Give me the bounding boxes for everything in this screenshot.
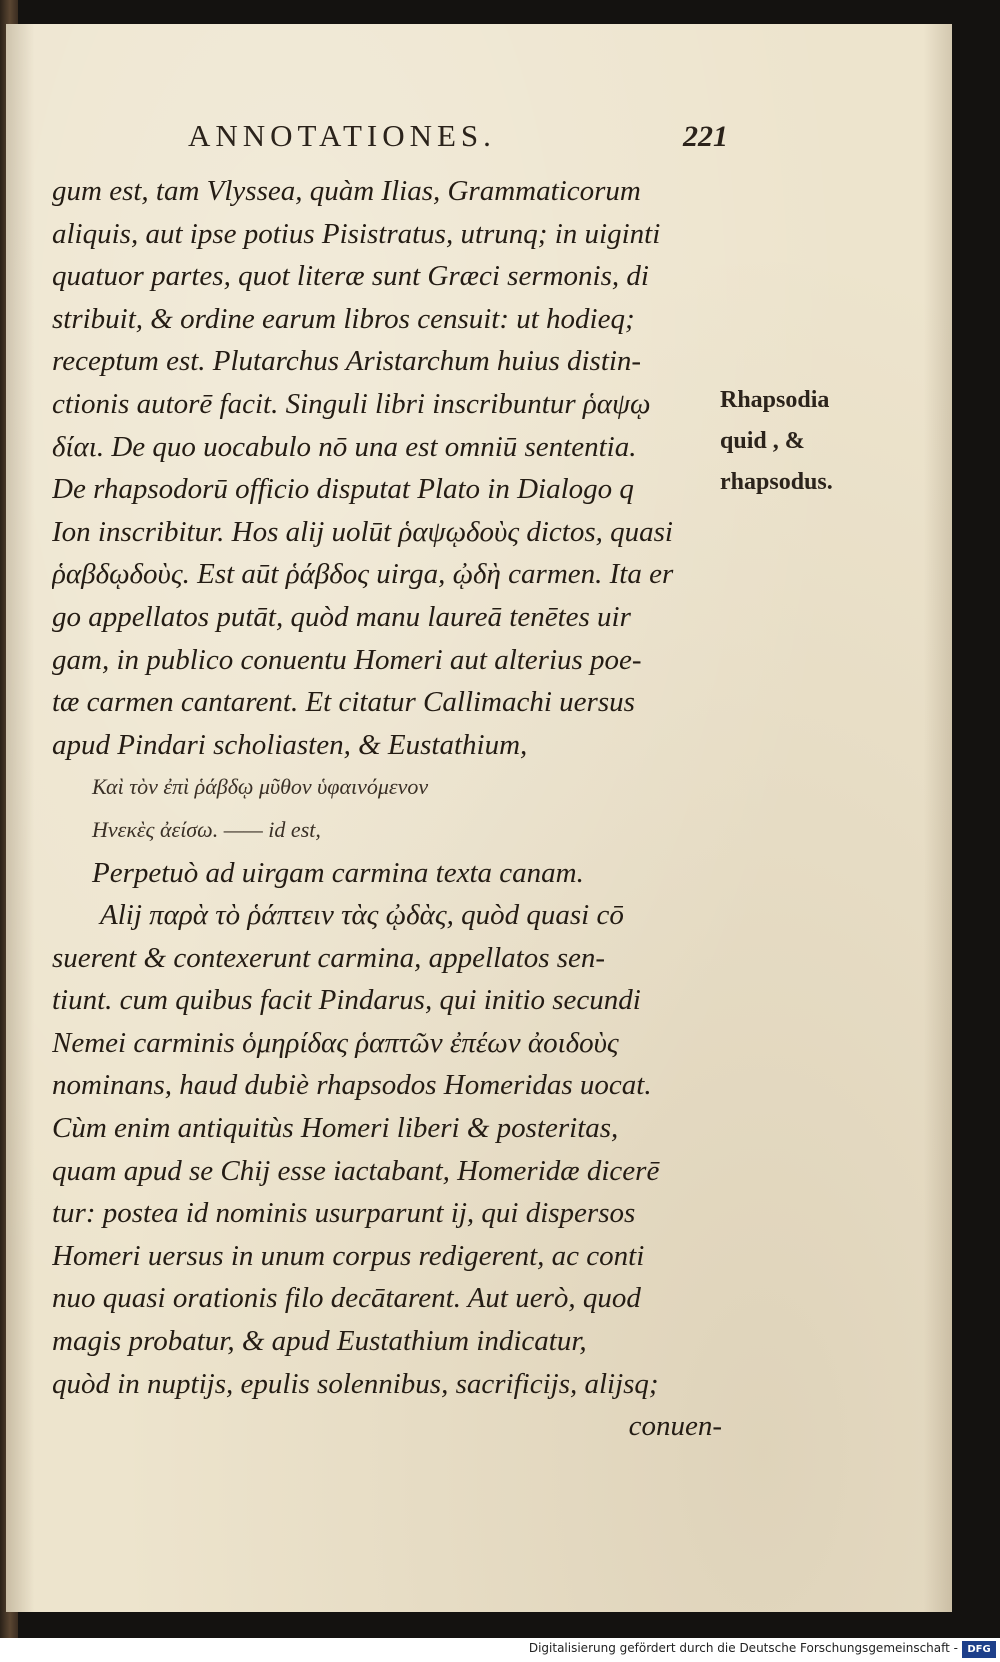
page-number: 221 [683,120,728,153]
text-line: nominans, haud dubiè rhapsodos Homeridas uocat. [52,1069,652,1102]
text-line: Nemei carminis ὁμηρίδας ῥαπτῶν ἐπέων ἀοιδοὺς [52,1026,619,1059]
text-line: quòd in nuptijs, epulis solennibus, sacrificijs, alijsq; [52,1367,659,1400]
text-line: go appellatos putāt, quòd manu laureā tenētes uir [52,600,631,633]
main-text [52,170,722,1448]
text-line: tur: postea id nominis usurparunt ij, qui dispersos [52,1197,636,1230]
translation-line: Perpetuò ad uirgam carmina texta canam. [92,856,584,889]
running-head [188,118,728,154]
text-line: suerent & contexerunt carmina, appellatos sen- [52,941,606,974]
dfg-logo-icon: DFG [962,1641,996,1658]
margin-note-line: rhapsodus. [720,469,833,495]
running-title: ANNOTATIONES. [188,118,496,153]
text-line: Homeri uersus in unum corpus redigerent, ac conti [52,1239,645,1272]
text-line: Alij παρὰ τὸ ῥάπτειν τὰς ᾠδὰς, quòd quasi cō [100,899,624,932]
funding-credit: Digitalisierung gefördert durch die Deutsche Forschungsgemeinschaft - [528,1641,958,1655]
text-line: Ion inscribitur. Hos alij uolūt ῥαψῳδοὺς dictos, quasi [52,515,673,548]
text-line: De rhapsodorū officio disputat Plato in Dialogo q [52,473,634,506]
margin-note [720,380,870,503]
greek-verse-line: Καὶ τὸν ἐπὶ ῥάβδῳ μῦθον ὑφαινόμενον [92,774,429,800]
text-line: gum est, tam Vlyssea, quàm Ilias, Grammaticorum [52,175,641,207]
text-line: stribuit, & ordine earum libros censuit: ut hodieq; [52,302,635,335]
text-line: quam apud se Chij esse iactabant, Homeridæ dicerē [52,1154,660,1187]
text-line: δίαι. De quo uocabulo nō una est omniū sententia. [52,430,637,463]
text-line: ῥαβδῳδοὺς. Est aūt ῥάβδος uirga, ᾠδὴ carmen. Ita er [52,558,674,591]
text-line: magis probatur, & apud Eustathium indicatur, [52,1325,587,1358]
catchword: conuen- [628,1410,722,1443]
text-line: Cùm enim antiquitùs Homeri liberi & posteritas, [52,1112,619,1145]
margin-note-line: quid , & [720,428,805,454]
text-line: nuo quasi orationis filo decātarent. Aut uerò, quod [52,1282,641,1315]
text-line: receptum est. Plutarchus Aristarchum huius distin- [52,345,642,378]
digitization-footer [0,1638,1000,1662]
greek-verse-line: Ηνεκὲς ἀείσω. —— id est, [92,816,321,842]
text-line: tiunt. cum quibus facit Pindarus, qui initio secundi [52,984,641,1017]
text-line: aliquis, aut ipse potius Pisistratus, utrunq; in uiginti [52,217,661,250]
text-line: gam, in publico conuentu Homeri aut alterius poe- [52,643,642,676]
text-line: ctionis autorē facit. Singuli libri inscribuntur ῥαψῳ [52,387,651,420]
margin-note-line: Rhapsodia [720,387,830,413]
text-line: tæ carmen cantarent. Et citatur Callimachi uersus [52,686,635,719]
text-line: apud Pindari scholiasten, & Eustathium, [52,728,528,761]
text-line: quatuor partes, quot literæ sunt Græci sermonis, di [52,260,649,293]
